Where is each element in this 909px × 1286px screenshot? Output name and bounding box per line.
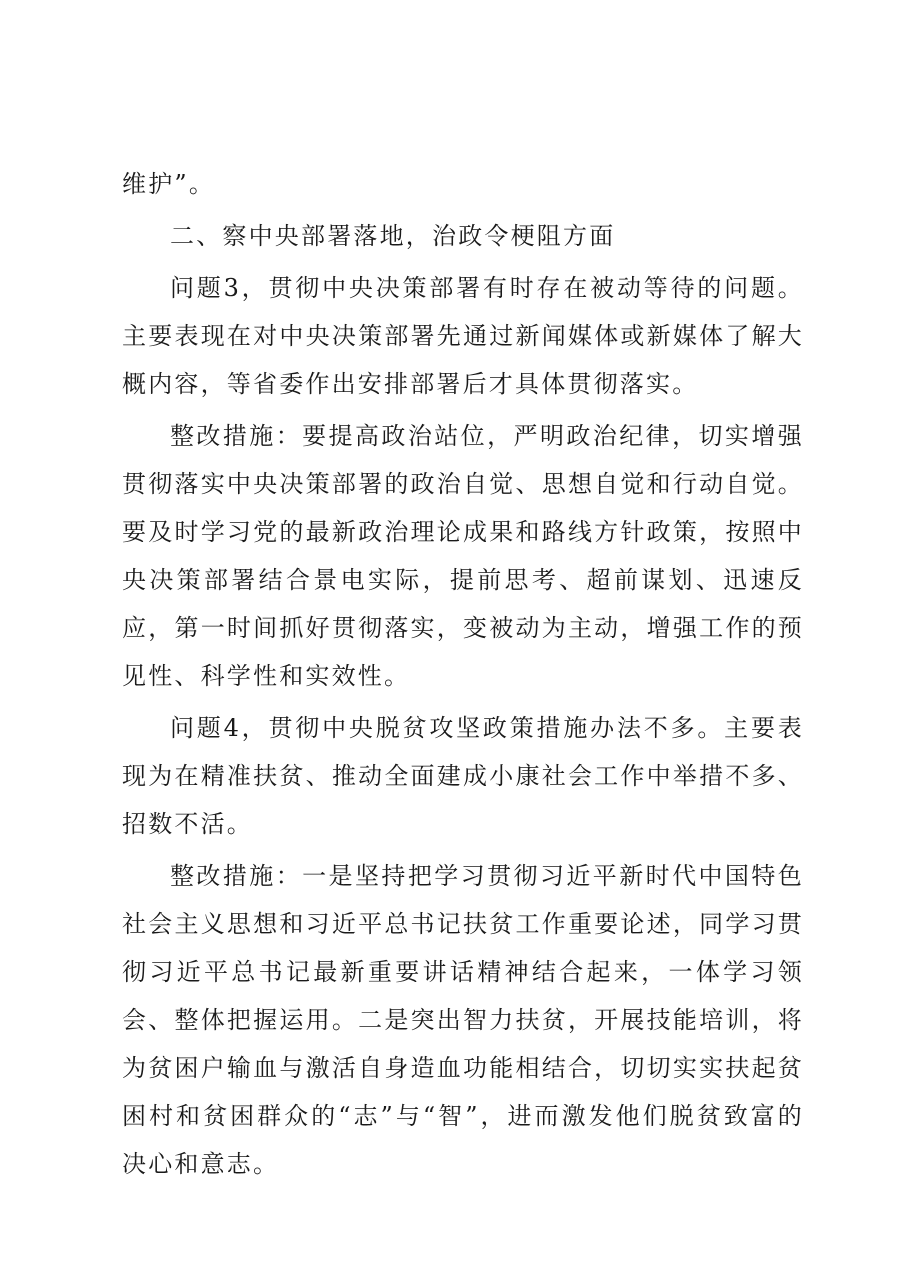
document-body	[122, 160, 804, 1188]
paragraph-continuation: 维护”。	[122, 170, 216, 198]
paragraph-problem-3: 问题3，贯彻中央决策部署有时存在被动等待的问题。主要表现在对中央决策部署先通过新闻媒体或新媒体了解大概内容，等省委作出安排部署后才具体贯彻落实。	[122, 274, 804, 398]
paragraph-problem-4: 问题4，贯彻中央脱贫攻坚政策措施办法不多。主要表现为在精准扶贫、推动全面建成小康社会工作中举措不多、招数不活。	[122, 714, 804, 838]
section-heading: 二、察中央部署落地，治政令梗阻方面	[170, 222, 616, 250]
paragraph-measures-3: 整改措施：要提高政治站位，严明政治纪律，切实增强贯彻落实中央决策部署的政治自觉、思想自觉和行动自觉。要及时学习党的最新政治理论成果和路线方针政策，按照中央决策部署结合景电实际，提前思考、超前谋划、迅速反应，第一时间抓好贯彻落实，变被动为主动，增强工作的预见性、科学性和实效性。	[122, 422, 804, 690]
paragraph-measures-4: 整改措施：一是坚持把学习贯彻习近平新时代中国特色社会主义思想和习近平总书记扶贫工作重要论述，同学习贯彻习近平总书记最新重要讲话精神结合起来，一体学习领会、整体把握运用。二是突出智力扶贫，开展技能培训，将为贫困户输血与激活自身造血功能相结合，切切实实扶起贫困村和贫困群众的“志”与“智”，进而激发他们脱贫致富的决心和意志。	[122, 862, 804, 1178]
